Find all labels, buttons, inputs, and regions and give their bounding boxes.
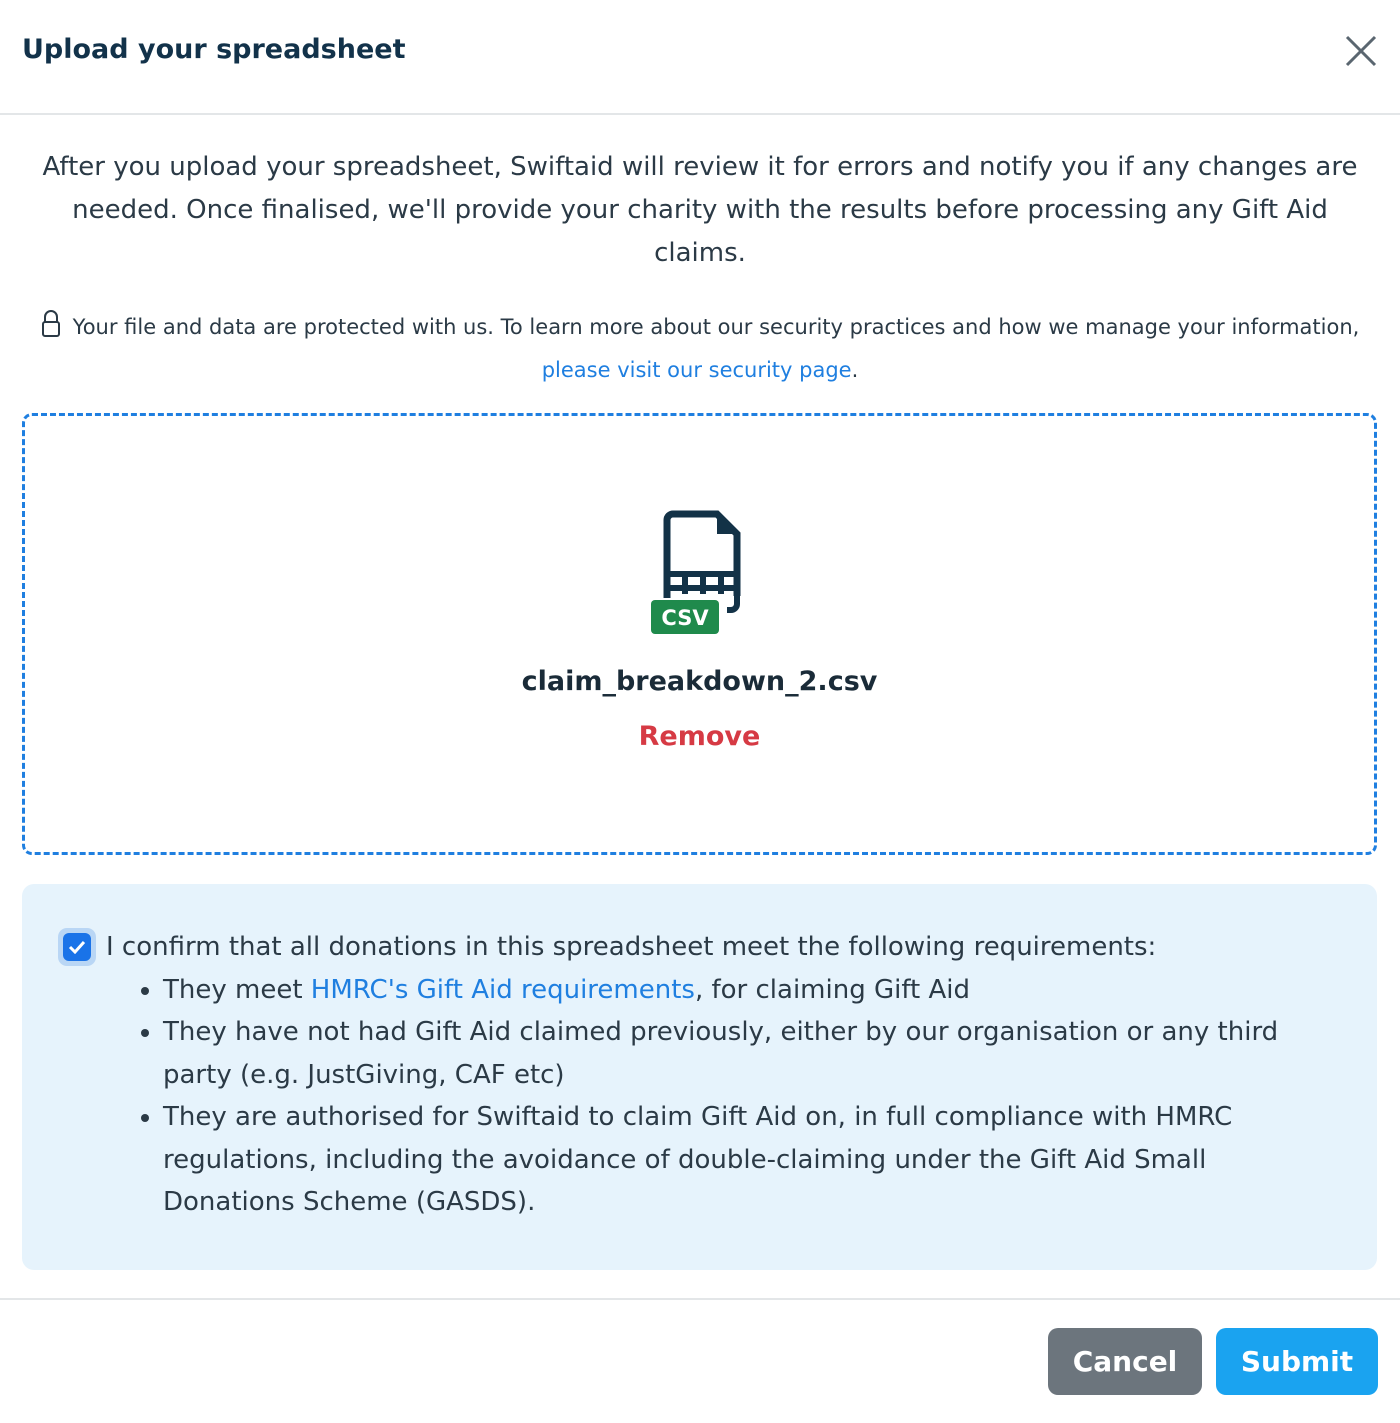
dialog-title: Upload your spreadsheet: [22, 34, 406, 65]
dialog-header: [0, 0, 1400, 115]
close-icon[interactable]: [1344, 34, 1378, 68]
list-item: • They are authorised for Swiftaid to claim Gift Aid on, in full compliance with HMRC regulations, including the avoidance of double-claiming under the Gift Aid Small Donations Scheme (GASDS).: [163, 1096, 1337, 1224]
security-text: Your file and data are protected with us. To learn more about our security practices and how we manage your information,: [72, 315, 1360, 339]
footer-divider: [0, 1298, 1400, 1300]
security-notice: [30, 306, 1370, 392]
lock-icon: [41, 310, 61, 338]
file-dropzone[interactable]: [22, 413, 1377, 855]
list-item: • They meet HMRC's Gift Aid requirements, for claiming Gift Aid: [163, 969, 1337, 1012]
intro-text: After you upload your spreadsheet, Swiftaid will review it for errors and notify you if any changes are needed. Once finalised, we'll provide your charity with the results before processing any Gift Aid claims.: [42, 152, 1358, 268]
csv-file-icon: [649, 508, 769, 638]
confirm-label: I confirm that all donations in this spreadsheet meet the following requirements:: [106, 932, 1157, 962]
confirmation-panel: [22, 884, 1377, 1270]
remove-file-button[interactable]: Remove: [638, 721, 761, 752]
hmrc-requirements-link[interactable]: HMRC's Gift Aid requirements: [310, 974, 695, 1005]
security-page-link[interactable]: please visit our security page: [541, 358, 852, 382]
checkmark-icon: [68, 940, 86, 954]
submit-button[interactable]: Submit: [1216, 1328, 1378, 1395]
confirm-checkbox[interactable]: [58, 928, 96, 966]
security-suffix: .: [851, 358, 859, 382]
file-name: claim_breakdown_2.csv: [521, 666, 878, 697]
requirements-list: [163, 969, 1337, 1224]
list-item: • They have not had Gift Aid claimed previously, either by our organisation or any third party (e.g. JustGiving, CAF etc): [163, 1011, 1337, 1096]
csv-badge: CSV: [661, 606, 709, 630]
cancel-button[interactable]: Cancel: [1048, 1328, 1202, 1395]
